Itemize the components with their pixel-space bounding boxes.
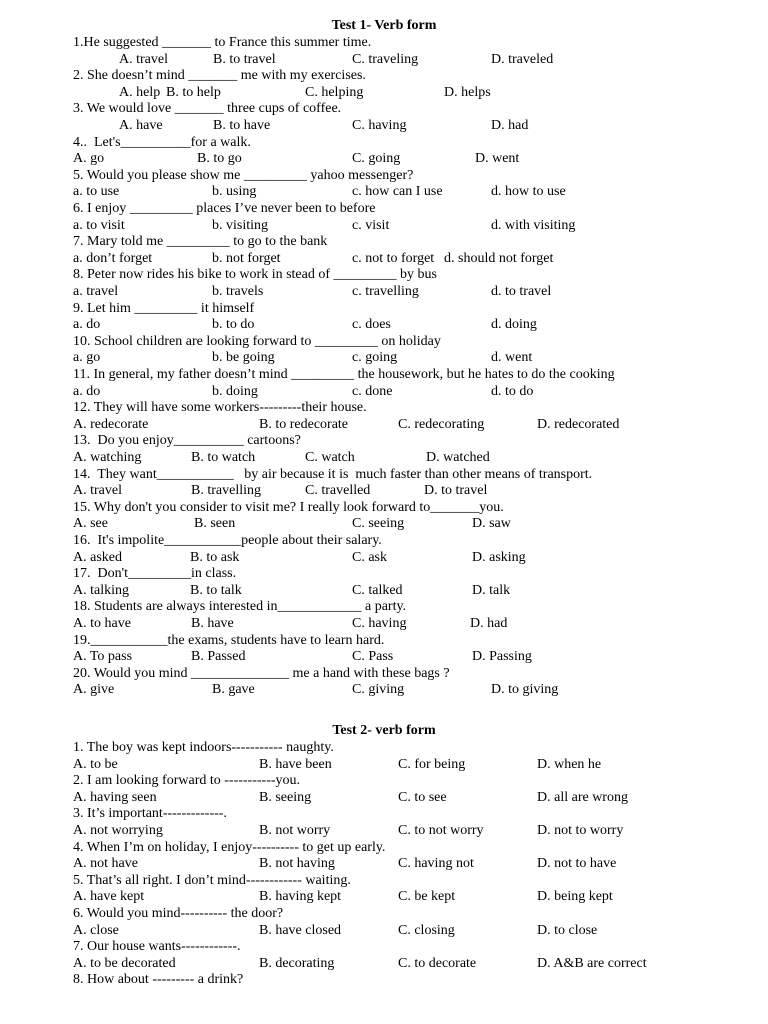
answer-option: C. watch <box>305 450 355 465</box>
answer-option: b. travels <box>212 284 264 299</box>
answer-option: C. to not worry <box>398 823 484 838</box>
answer-option: b. visiting <box>212 217 269 233</box>
answer-option: C. talked <box>352 582 403 598</box>
answer-option: a. to use <box>73 184 120 200</box>
answer-option: A. watching <box>73 450 142 465</box>
answer-option: B. to talk <box>190 582 242 598</box>
answer-option: A. travel <box>73 483 122 499</box>
answer-option: c. done <box>352 383 393 399</box>
answer-option: A. close <box>73 922 119 938</box>
answer-option: C. ask <box>352 549 387 565</box>
answer-option: C. helping <box>305 84 364 100</box>
answer-option: d. should not forget <box>444 250 554 266</box>
answer-option: C. be kept <box>398 889 456 905</box>
question-stem: 8. Peter now rides his bike to work in stead of _________ by bus <box>73 267 437 283</box>
question-stem: 13. Do you enjoy__________ cartoons? <box>73 433 301 449</box>
answer-option: A. redecorate <box>73 416 149 432</box>
question-stem: 12. They will have some workers---------their house. <box>73 400 367 416</box>
answer-option: B. seen <box>194 516 236 532</box>
question-stem: 5. Would you please show me _________ yahoo messenger? <box>73 167 414 183</box>
answer-option: A. give <box>73 682 115 698</box>
question-stem: 2. I am looking forward to -----------you. <box>73 773 301 789</box>
answer-option: C. redecorating <box>398 416 485 432</box>
answer-option: b. using <box>212 184 257 200</box>
question-stem: 6. I enjoy _________ places I’ve never been to before <box>73 201 376 216</box>
answer-option: B. not having <box>259 856 335 872</box>
answer-option: C. having <box>352 616 407 631</box>
answer-option: c. travelling <box>352 284 419 299</box>
answer-option: C. having <box>352 118 407 133</box>
question-stem: 6. Would you mind---------- the door? <box>73 906 284 921</box>
question-stem: 11. In general, my father doesn’t mind _________ the housework, but he hates to do the cooking <box>73 367 615 382</box>
question-stem: 9. Let him _________ it himself <box>73 300 255 316</box>
answer-option: C. giving <box>352 682 405 698</box>
answer-option: D. had <box>470 616 508 631</box>
answer-option: D. to close <box>537 922 598 938</box>
answer-option: B. have <box>191 616 234 631</box>
answer-option: A. go <box>73 151 105 167</box>
answer-option: A. help <box>119 84 161 100</box>
answer-option: d. to do <box>491 383 534 399</box>
answer-option: D. not to worry <box>537 823 624 838</box>
answer-option: a. to visit <box>73 217 125 233</box>
answer-option: d. doing <box>491 317 537 333</box>
question-stem: 1. The boy was kept indoors----------- naughty. <box>73 740 334 755</box>
answer-option: b. be going <box>212 350 275 366</box>
answer-option: D. asking <box>472 549 526 565</box>
answer-option: c. how can I use <box>352 184 443 200</box>
question-stem: 7. Our house wants------------. <box>73 939 241 955</box>
answer-option: A. have <box>119 118 163 133</box>
answer-option: A. to be decorated <box>73 955 176 971</box>
test-2-title: Test 2- verb form <box>332 723 436 738</box>
answer-option: B. have closed <box>259 922 342 938</box>
question-stem: 17. Don't_________in class. <box>73 566 237 582</box>
answer-option: D. Passing <box>472 649 532 665</box>
answer-option: D. traveled <box>491 51 554 67</box>
question-stem: 15. Why don't you consider to visit me? I really look forward to_______you. <box>73 499 504 515</box>
answer-option: A. to have <box>73 616 131 631</box>
answer-option: C. going <box>352 151 401 167</box>
answer-option: a. go <box>73 350 101 366</box>
answer-option: C. having not <box>398 856 474 872</box>
answer-option: A. not worrying <box>73 823 163 838</box>
answer-option: C. for being <box>398 756 466 772</box>
answer-option: B. to go <box>197 151 242 167</box>
answer-option: b. not forget <box>212 250 281 266</box>
answer-option: c. visit <box>352 217 390 233</box>
answer-option: C. seeing <box>352 516 405 532</box>
answer-option: B. to redecorate <box>259 416 349 432</box>
question-stem: 16. It's impolite___________people about their salary. <box>73 533 382 548</box>
answer-option: D. had <box>491 118 529 133</box>
answer-option: D. helps <box>444 84 491 100</box>
answer-option: C. to decorate <box>398 955 477 971</box>
answer-option: D. when he <box>537 756 602 772</box>
answer-option: D. to giving <box>491 682 559 698</box>
answer-option: D. A&B are correct <box>537 955 647 971</box>
answer-option: B. to help <box>166 84 221 100</box>
question-stem: 14. They want___________ by air because it is much faster than other means of transport. <box>73 466 593 482</box>
answer-option: A. see <box>73 516 108 532</box>
answer-option: d. with visiting <box>491 217 576 233</box>
answer-option: d. went <box>491 350 533 366</box>
question-stem: 10. School children are looking forward to _________ on holiday <box>73 333 441 349</box>
answer-option: C. closing <box>398 922 455 938</box>
answer-option: B. decorating <box>259 955 335 971</box>
answer-option: B. having kept <box>259 889 342 905</box>
answer-option: A. having seen <box>73 789 157 805</box>
question-stem: 3. It’s important-------------. <box>73 806 227 822</box>
answer-option: A. travel <box>119 51 168 67</box>
answer-option: C. Pass <box>352 649 394 665</box>
answer-option: A. To pass <box>73 649 133 665</box>
answer-option: B. Passed <box>191 649 246 665</box>
question-stem: 2. She doesn’t mind _______ me with my exercises. <box>73 68 366 84</box>
question-stem: 5. That’s all right. I don’t mind------------ waiting. <box>73 872 351 888</box>
answer-option: B. have been <box>259 756 332 772</box>
answer-option: D. went <box>475 151 520 167</box>
answer-option: D. watched <box>426 450 490 465</box>
answer-option: B. travelling <box>191 483 261 499</box>
answer-option: a. travel <box>73 284 119 299</box>
answer-option: c. not to forget <box>352 250 435 266</box>
answer-option: d. to travel <box>491 284 552 299</box>
answer-option: A. have kept <box>73 889 145 905</box>
answer-option: D. to travel <box>424 483 488 499</box>
answer-option: D. redecorated <box>537 416 620 432</box>
answer-option: c. going <box>352 350 398 366</box>
question-stem: 3. We would love _______ three cups of coffee. <box>73 101 342 117</box>
answer-option: C. traveling <box>352 51 419 67</box>
answer-option: D. not to have <box>537 856 617 872</box>
answer-option: D. talk <box>472 582 511 598</box>
answer-option: C. travelled <box>305 483 371 499</box>
answer-option: B. to ask <box>190 549 240 565</box>
question-stem: 19.___________the exams, students have to learn hard. <box>73 632 385 648</box>
answer-option: B. to travel <box>213 51 276 67</box>
answer-option: C. to see <box>398 789 447 805</box>
answer-option: a. don’t forget <box>73 250 153 266</box>
answer-option: A. asked <box>73 549 122 565</box>
test-1-title: Test 1- Verb form <box>331 18 437 33</box>
answer-option: c. does <box>352 317 391 333</box>
answer-option: A. not have <box>73 856 138 872</box>
answer-option: b. to do <box>212 317 255 333</box>
answer-option: D. being kept <box>537 889 613 905</box>
answer-option: d. how to use <box>491 184 566 200</box>
answer-option: A. talking <box>73 582 129 598</box>
answer-option: B. seeing <box>259 789 312 805</box>
question-stem: 4.. Let's__________for a walk. <box>73 134 251 150</box>
answer-option: A. to be <box>73 756 118 772</box>
answer-option: a. do <box>73 383 101 399</box>
answer-option: D. saw <box>472 516 511 532</box>
question-stem: 20. Would you mind ______________ me a hand with these bags ? <box>73 665 450 681</box>
answer-option: B. to have <box>213 118 271 133</box>
question-stem: 7. Mary told me _________ to go to the bank <box>73 234 328 250</box>
question-stem: 18. Students are always interested in____________ a party. <box>73 599 407 615</box>
answer-option: a. do <box>73 317 101 333</box>
question-stem: 4. When I’m on holiday, I enjoy---------- to get up early. <box>73 839 386 855</box>
question-stem: 1.He suggested _______ to France this summer time. <box>73 35 372 50</box>
answer-option: B. to watch <box>191 450 256 465</box>
answer-option: B. not worry <box>259 823 331 838</box>
answer-option: D. all are wrong <box>537 789 628 805</box>
question-stem: 8. How about --------- a drink? <box>73 972 244 988</box>
answer-option: b. doing <box>212 383 258 399</box>
answer-option: B. gave <box>212 682 255 698</box>
